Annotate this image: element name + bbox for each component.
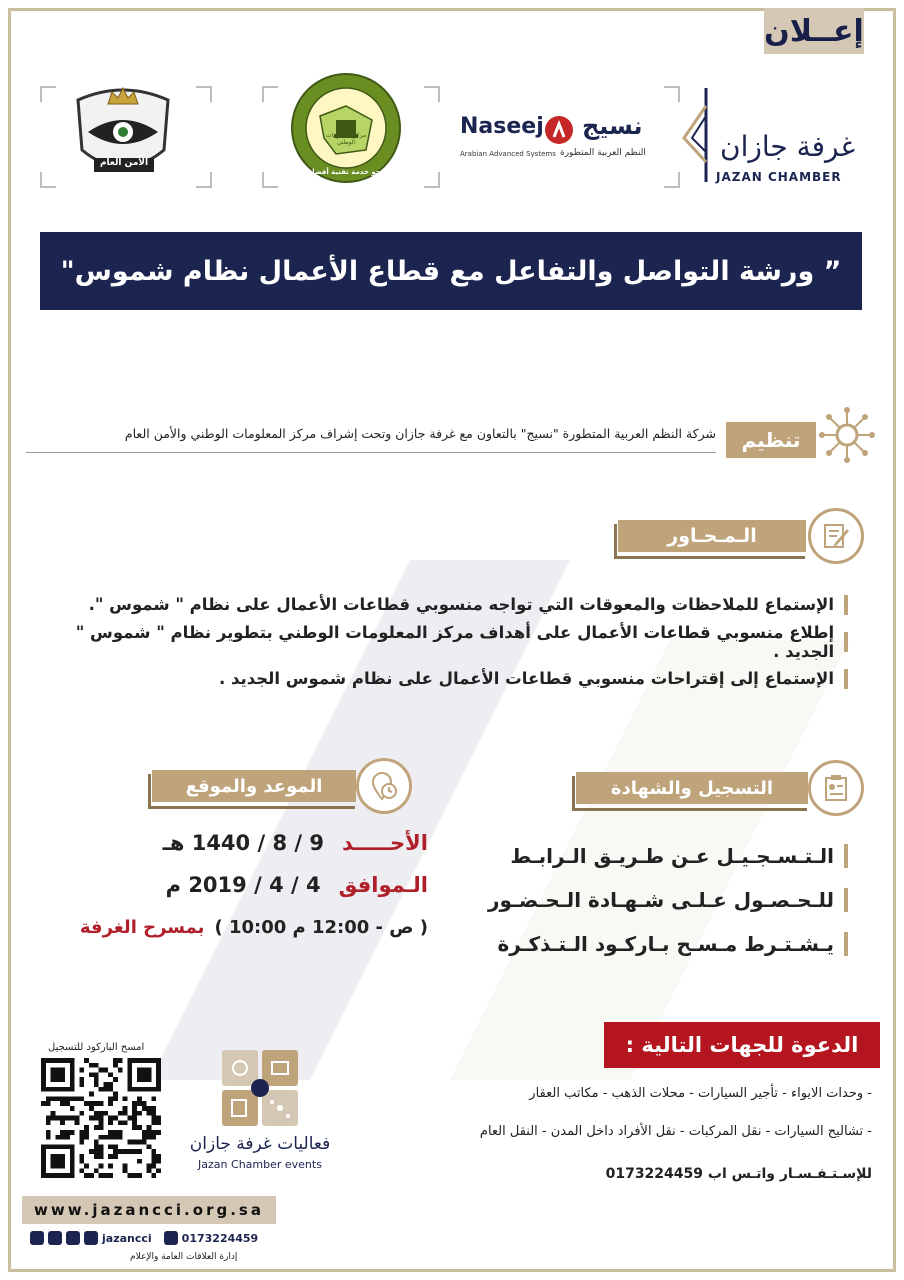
social-handle: jazancci — [102, 1231, 152, 1245]
event-venue: بمسرح الغرفة — [79, 916, 205, 938]
invitation-label: الدعوة للجهات التالية : — [625, 1033, 859, 1057]
department-name: إدارة العلاقات العامة والإعلام — [130, 1252, 238, 1262]
schedule-label-box — [152, 770, 356, 802]
corner-mark — [262, 172, 278, 188]
hijri-date: 9 / 8 / 1440 هـ — [162, 831, 324, 855]
events-logo-name-ar: فعاليات غرفة جازان — [189, 1134, 331, 1154]
registration-list — [468, 834, 848, 966]
twitter-icon[interactable] — [30, 1231, 44, 1245]
schedule-icon-circle — [356, 758, 412, 814]
jazan-chamber-name-ar: غرفة جازان — [720, 130, 856, 163]
time-venue-row — [28, 906, 428, 948]
event-time: ( 10:00 ص - 12:00 م ) — [214, 916, 428, 938]
registration-icon-circle — [808, 760, 864, 816]
corner-mark — [424, 86, 440, 102]
national-information-center-logo — [290, 72, 402, 184]
registration-item: الـتـسـجـيـل عـن طـريـق الـرابـط — [468, 834, 848, 878]
sectors-row-2: - تشاليح السيارات - نقل المركبات - نقل الأفراد داخل المدن - النقل العام — [479, 1124, 872, 1139]
organization-row — [28, 410, 878, 460]
corner-mark — [664, 172, 680, 188]
organization-text: شركة النظم العربية المتطورة "نسيج" بالتعاون مع غرفة جازان وتحت إشراف مركز المعلومات الوطني والأمن العام — [124, 426, 716, 441]
naseej-logo — [456, 112, 666, 168]
naseej-name-ar: نسيج — [582, 112, 643, 140]
naseej-name-en: Naseej — [460, 114, 544, 139]
snapchat-icon[interactable] — [84, 1231, 98, 1245]
edit-document-icon — [821, 521, 851, 551]
workshop-title: ” ورشة التواصل والتفاعل مع قطاع الأعمال نظام شموس" — [60, 255, 842, 287]
public-security-label: الأمن العام — [94, 158, 154, 172]
axis-item: الإستماع للملاحظات والمعوقات التي تواجه منسوبي قطاعات الأعمال على نظام " شموس ". — [48, 586, 848, 623]
corner-mark — [424, 172, 440, 188]
ndc-motto-text: نحو خدمة تقنية أفضل — [308, 168, 384, 176]
jazan-chamber-logo — [680, 86, 860, 186]
organization-label: تنظيم — [741, 428, 801, 452]
schedule-label: الموعد والموقع — [185, 775, 323, 797]
schedule-details — [28, 822, 428, 948]
facebook-icon[interactable] — [48, 1231, 62, 1245]
website-url[interactable]: www.jazancci.org.sa — [34, 1201, 264, 1219]
instagram-icon[interactable] — [66, 1231, 80, 1245]
axes-label-box — [618, 520, 806, 552]
qr-caption: امسح الباركود للتسجيل — [48, 1042, 145, 1053]
axes-icon-circle — [808, 508, 864, 564]
inquiry-contact: للإسـتـفـسـار واتـس اب 0173224459 — [605, 1166, 872, 1182]
events-logo-name-en: Jazan Chamber events — [198, 1158, 322, 1171]
corner-mark — [40, 86, 56, 102]
registration-qr-code[interactable] — [38, 1058, 164, 1178]
public-security-logo — [68, 80, 178, 184]
organization-label-box — [726, 422, 816, 458]
corner-mark — [262, 86, 278, 102]
events-mosaic-icon — [220, 1048, 300, 1128]
website-bar[interactable] — [22, 1196, 276, 1224]
naseej-subtitle-ar: النظم العربية المتطورة — [560, 148, 646, 158]
naseej-subtitle-en: Arabian Advanced Systems — [460, 150, 556, 158]
location-clock-icon — [369, 771, 399, 801]
jazan-chamber-emblem-icon — [680, 86, 720, 184]
social-row — [30, 1228, 270, 1248]
corner-mark — [196, 172, 212, 188]
day-label: الأحـــــد — [342, 831, 428, 855]
jazan-chamber-events-logo — [180, 1048, 340, 1180]
gregorian-label: الـموافق — [338, 873, 428, 897]
axes-label: الـمـحـاور — [667, 525, 757, 547]
gregorian-date: 4 / 4 / 2019 م — [165, 873, 321, 897]
organization-divider — [26, 452, 716, 453]
axes-list — [48, 586, 848, 697]
phone-icon — [164, 1231, 178, 1245]
registration-label-box — [576, 772, 808, 804]
corner-mark — [196, 86, 212, 102]
ndc-name-text: مركز المعلومات الوطني — [325, 132, 367, 146]
network-hub-icon — [816, 404, 878, 466]
footer-phone: 0173224459 — [181, 1231, 259, 1245]
naseej-emblem-icon — [544, 115, 574, 145]
announcement-tag — [764, 8, 864, 54]
announcement-tag-label: إعــلان — [764, 13, 864, 49]
registration-item: للـحـصـول عـلـى شـهـادة الـحـضـور — [468, 878, 848, 922]
corner-mark — [664, 86, 680, 102]
axis-item: الإستماع إلى إقتراحات منسوبي قطاعات الأعمال على نظام شموس الجديد . — [48, 660, 848, 697]
registration-label: التسجيل والشهادة — [610, 777, 774, 799]
corner-mark — [40, 172, 56, 188]
hijri-date-row — [28, 822, 428, 864]
gregorian-date-row — [28, 864, 428, 906]
sectors-row-1: - وحدات الايواء - تأجير السيارات - محلات الذهب - مكاتب العقار — [529, 1086, 872, 1101]
certificate-clipboard-icon — [821, 773, 851, 803]
workshop-title-bar — [40, 232, 862, 310]
jazan-chamber-name-en: JAZAN CHAMBER — [716, 170, 842, 184]
invitation-bar — [604, 1022, 880, 1068]
registration-item: يـشـتـرط مـسـح بـاركـود الـتـذكـرة — [468, 922, 848, 966]
axis-item: إطلاع منسوبي قطاعات الأعمال على أهداف مركز المعلومات الوطني بتطوير نظام " شموس " الجديد . — [48, 623, 848, 660]
